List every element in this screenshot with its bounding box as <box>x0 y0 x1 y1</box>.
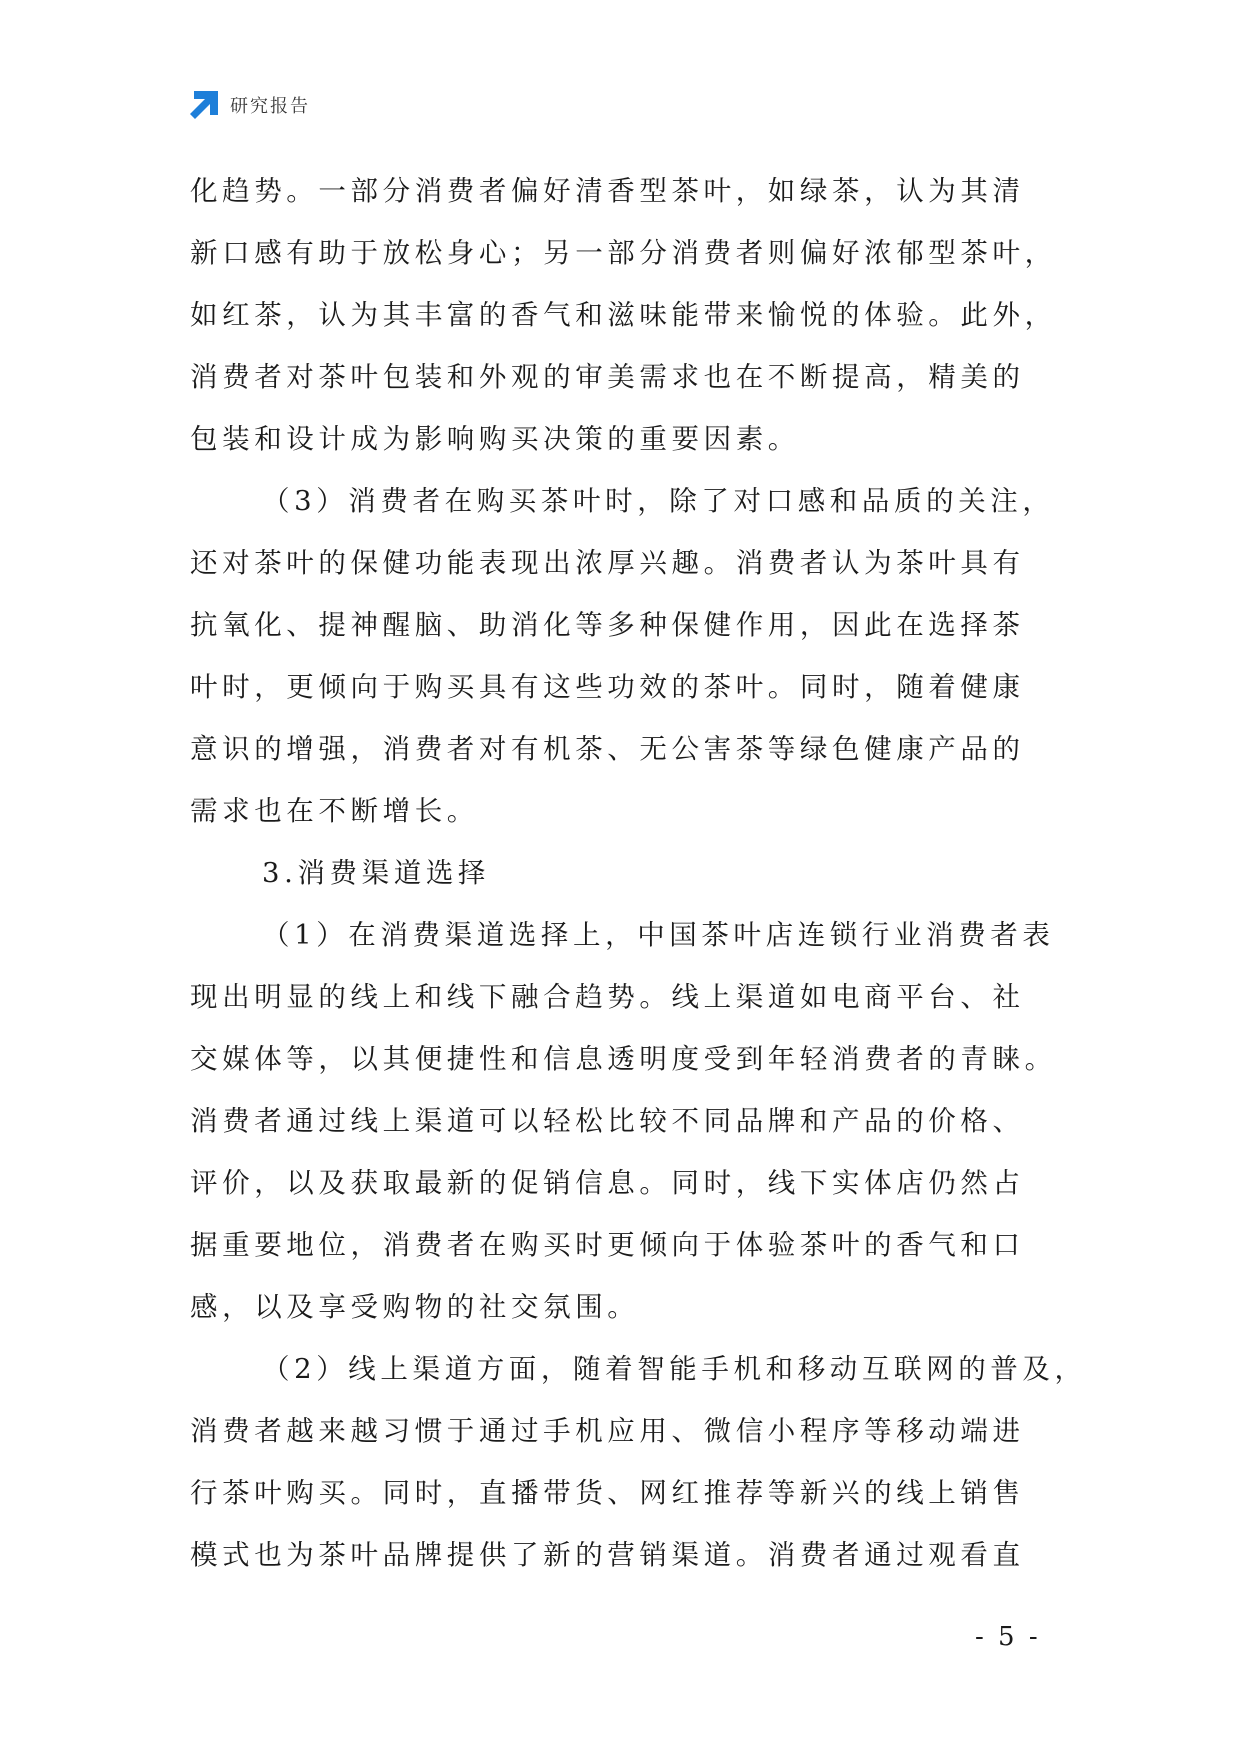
arrow-logo-icon <box>188 89 220 121</box>
paragraph-start-line: （2）线上渠道方面，随着智能手机和移动互联网的普及， <box>262 1353 1087 1385</box>
page-number: - 5 - <box>975 1622 1041 1652</box>
page-header <box>188 88 310 122</box>
text-line: 交媒体等，以其便捷性和信息透明度受到年轻消费者的青睐。 <box>190 1043 1057 1075</box>
text-line: 化趋势。一部分消费者偏好清香型茶叶，如绿茶，认为其清 <box>190 175 1025 207</box>
text-line: 现出明显的线上和线下融合趋势。线上渠道如电商平台、社 <box>190 981 1025 1013</box>
text-line: 评价，以及获取最新的促销信息。同时，线下实体店仍然占 <box>190 1167 1025 1199</box>
text-line: 意识的增强，消费者对有机茶、无公害茶等绿色健康产品的 <box>190 733 1025 765</box>
text-line: 模式也为茶叶品牌提供了新的营销渠道。消费者通过观看直 <box>190 1539 1025 1571</box>
text-line: 消费者通过线上渠道可以轻松比较不同品牌和产品的价格、 <box>190 1105 1025 1137</box>
text-line: 新口感有助于放松身心；另一部分消费者则偏好浓郁型茶叶， <box>190 237 1057 269</box>
body-text <box>190 160 1087 1586</box>
text-line: 还对茶叶的保健功能表现出浓厚兴趣。消费者认为茶叶具有 <box>190 547 1025 579</box>
text-line: 感，以及享受购物的社交氛围。 <box>190 1291 640 1323</box>
text-line: 消费者对茶叶包装和外观的审美需求也在不断提高，精美的 <box>190 361 1025 393</box>
text-line: 据重要地位，消费者在购买时更倾向于体验茶叶的香气和口 <box>190 1229 1025 1261</box>
text-line: 抗氧化、提神醒脑、助消化等多种保健作用，因此在选择茶 <box>190 609 1025 641</box>
text-line: 叶时，更倾向于购买具有这些功效的茶叶。同时，随着健康 <box>190 671 1025 703</box>
text-line: 行茶叶购买。同时，直播带货、网红推荐等新兴的线上销售 <box>190 1477 1025 1509</box>
paragraph-start-line: （3）消费者在购买茶叶时，除了对口感和品质的关注， <box>262 485 1055 517</box>
paragraph-start-line: （1）在消费渠道选择上，中国茶叶店连锁行业消费者表 <box>262 919 1055 951</box>
section-heading: 3.消费渠道选择 <box>262 857 491 889</box>
text-line: 包装和设计成为影响购买决策的重要因素。 <box>190 423 800 455</box>
header-title: 研究报告 <box>230 96 310 117</box>
text-line: 消费者越来越习惯于通过手机应用、微信小程序等移动端进 <box>190 1415 1025 1447</box>
text-line: 如红茶，认为其丰富的香气和滋味能带来愉悦的体验。此外， <box>190 299 1057 331</box>
text-line: 需求也在不断增长。 <box>190 795 479 827</box>
